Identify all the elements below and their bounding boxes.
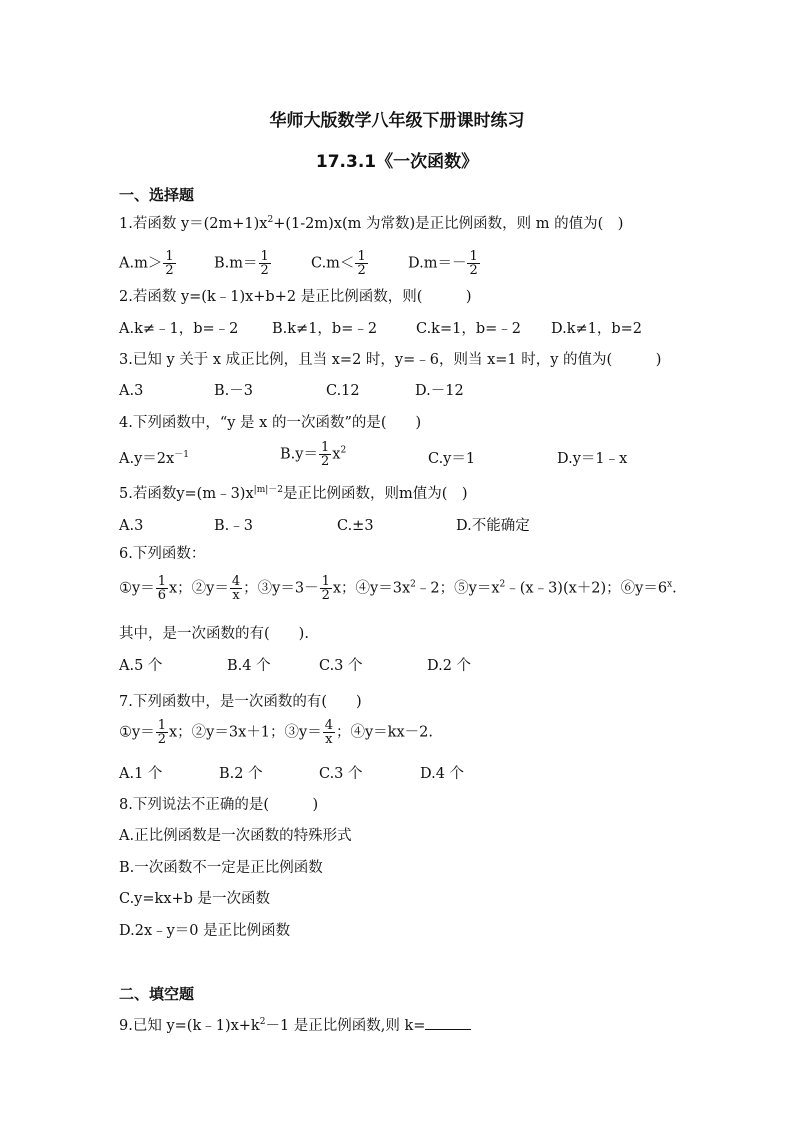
- question-9: 9.已知 $y=(k﹣1)x+k^2-1$ 是正比例函数,则 k=: [119, 1015, 471, 1036]
- fraction: $\frac{1}{2}$: [357, 249, 366, 278]
- q4-option-c: C.y＝1: [428, 451, 476, 467]
- q2-option-a: A.k≠﹣1，b=﹣2: [119, 321, 239, 337]
- q5-option-c: C.±3: [337, 518, 374, 534]
- question-5: 5.若函数$y=(m﹣3)x^{|m|-2}$是正比例函数，则m值为( ): [119, 485, 468, 502]
- section-choice-heading: 一、选择题: [119, 186, 195, 204]
- question-1: 1.若函数 $y=(2m+1)x^2+(1-2m)x(m$ 为常数)是正比例函数，则 m 的值为( ): [119, 215, 624, 232]
- section-fill-heading: 二、填空题: [119, 985, 195, 1003]
- q3-option-b: B.－3: [214, 383, 253, 399]
- q4-option-a: $A.y=2x^{-1}$: [119, 450, 189, 467]
- answer-blank[interactable]: [425, 1015, 471, 1030]
- q1-option-d: D.m＝－ $\frac{1}{2}$: [408, 249, 478, 278]
- question-3: 3.已知 y 关于 x 成正比例，且当 x=2 时，y=﹣6，则当 x=1 时，y 的值为( ): [119, 352, 662, 368]
- q2-option-d: D.k≠1，b=2: [551, 321, 643, 337]
- fraction: $\frac{1}{6}$: [157, 574, 166, 603]
- q3-option-a: A.3: [119, 383, 144, 399]
- q6-function-list: ①y＝ $\frac{1}{6}$ x；②y＝ $\frac{4}{x}$ ；③y＝3－ $\frac{1}{2}$ x；$④y=3x^2﹣2$；$⑤y=x^2﹣(x﹣3)(x+2)$；$⑥y=6^x$.: [119, 574, 677, 603]
- q1-option-b: B.m＝ $\frac{1}{2}$: [214, 249, 269, 278]
- fraction: $\frac{1}{2}$: [165, 249, 174, 278]
- question-4: 4.下列函数中，“y 是 x 的一次函数”的是( ): [119, 415, 422, 431]
- q6-which: 其中，是一次函数的有( ).: [119, 626, 309, 642]
- q2-option-c: C.k=1，b=﹣2: [416, 321, 522, 337]
- q5-option-a: A.3: [119, 518, 144, 534]
- q7-option-c: C.3 个: [319, 766, 363, 782]
- question-8: 8.下列说法不正确的是( ): [119, 797, 319, 813]
- fraction: $\frac{1}{2}$: [157, 718, 166, 747]
- question-6: 6.下列函数：: [119, 546, 206, 562]
- q8-option-c: C.y=kx+b 是一次函数: [119, 891, 271, 907]
- q7-option-a: A.1 个: [119, 766, 163, 782]
- q6-option-d: D.2 个: [427, 658, 472, 674]
- fraction: $\frac{1}{2}$: [320, 440, 330, 469]
- q8-option-d: D.2x﹣y＝0 是正比例函数: [119, 923, 291, 939]
- q6-option-b: B.4 个: [227, 658, 271, 674]
- q4-option-b: B.y＝ $\frac{1}{2}$ $x^2$: [280, 440, 347, 469]
- q3-option-c: C.12: [326, 383, 360, 399]
- page-subtitle: 17.3.1《一次函数》: [315, 152, 479, 172]
- fraction: $\frac{1}{2}$: [469, 249, 478, 278]
- fraction: $\frac{1}{2}$: [260, 249, 269, 278]
- q5-option-d: D.不能确定: [456, 518, 530, 534]
- question-2: 2.若函数 y=(k﹣1)x+b+2 是正比例函数，则( ): [119, 289, 472, 305]
- q6-option-a: A.5 个: [119, 658, 163, 674]
- question-7: 7.下列函数中，是一次函数的有( ): [119, 694, 362, 710]
- fraction: $\frac{4}{x}$: [231, 574, 241, 603]
- q6-option-c: C.3 个: [319, 658, 363, 674]
- q4-option-d: D.y＝1﹣x: [557, 451, 628, 467]
- fraction: $\frac{1}{2}$: [321, 574, 330, 603]
- q3-option-d: D.－12: [415, 383, 464, 399]
- page-title: 华师大版数学八年级下册课时练习: [269, 111, 525, 131]
- q5-option-b: B.﹣3: [214, 518, 253, 534]
- fraction: $\frac{4}{x}$: [324, 718, 333, 747]
- q8-option-a: A.正比例函数是一次函数的特殊形式: [119, 828, 352, 844]
- q1-option-c: C.m＜ $\frac{1}{2}$: [311, 249, 366, 278]
- q7-option-d: D.4 个: [420, 766, 465, 782]
- q2-option-b: B.k≠1，b=﹣2: [272, 321, 378, 337]
- q1-option-a: A.m＞ $\frac{1}{2}$: [119, 249, 174, 278]
- q8-option-b: B.一次函数不一定是正比例函数: [119, 860, 323, 876]
- q7-function-list: ①y＝ $\frac{1}{2}$ x；②y＝3x＋1；③y＝ $\frac{4}{x}$ ；④y＝kx－2.: [119, 718, 433, 747]
- q7-option-b: B.2 个: [219, 766, 263, 782]
